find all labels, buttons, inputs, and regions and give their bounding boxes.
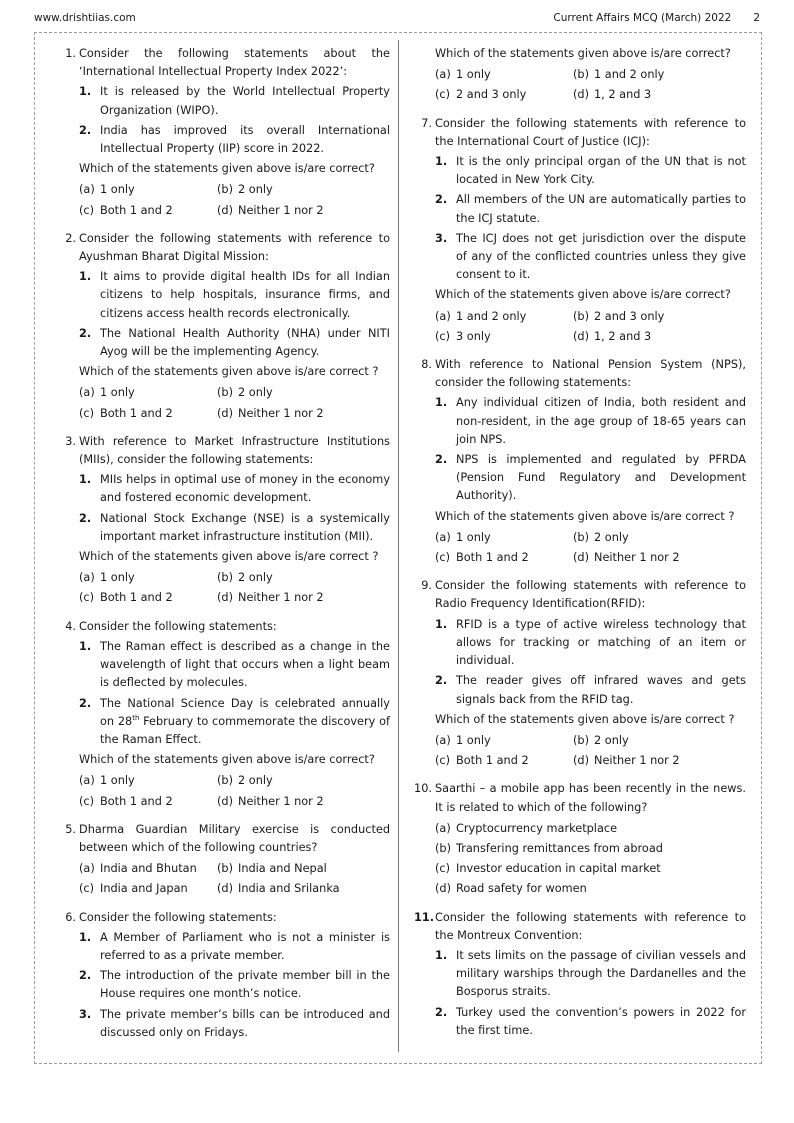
right-column bbox=[414, 45, 746, 1050]
question-text: Consider the following statements about the ‘International Intellectual Property Index 2022’: bbox=[79, 47, 390, 79]
question-number: 10. bbox=[414, 782, 432, 796]
option-c[interactable]: (c) 2 and 3 only bbox=[435, 88, 527, 102]
option-a[interactable]: (a) 1 only bbox=[79, 774, 135, 788]
question-prompt: Which of the statements given above is/are correct? bbox=[435, 47, 731, 60]
option-d[interactable]: (d) Neither 1 nor 2 bbox=[217, 591, 324, 605]
option-a[interactable]: (a) 1 only bbox=[79, 571, 135, 585]
statement-2: 2. The introduction of the private member bill in the House requires one month’s notice. bbox=[79, 969, 390, 1001]
statement-1: 1. Any individual citizen of India, both resident and non-resident, in the age group of 18-65 years can join NPS. bbox=[435, 396, 746, 446]
statement-2: 2. India has improved its overall International Intellectual Property (IIP) score in 2022. bbox=[79, 123, 390, 156]
question-text: With reference to Market Infrastructure Institutions (MIIs), consider the following statements: bbox=[79, 434, 390, 467]
page-number: 2 bbox=[753, 12, 760, 24]
option-c[interactable]: (c) 3 only bbox=[435, 329, 491, 343]
question-2 bbox=[58, 230, 390, 423]
option-d[interactable]: (d) 1, 2 and 3 bbox=[573, 88, 652, 102]
option-b[interactable]: (b) 2 only bbox=[217, 571, 273, 585]
option-b[interactable]: (b) 2 only bbox=[217, 386, 273, 400]
option-c[interactable]: (c) Both 1 and 2 bbox=[79, 794, 173, 808]
option-a[interactable]: (a) 1 only bbox=[79, 183, 135, 197]
statement-1: 1. The Raman effect is described as a change in the wavelength of light that occurs when a light beam is deflected by molecules. bbox=[79, 639, 390, 690]
option-b[interactable]: (b) India and Nepal bbox=[217, 862, 327, 876]
question-text: Consider the following statements with reference to the Montreux Convention: bbox=[435, 910, 746, 942]
header-title-group bbox=[553, 12, 760, 24]
answer-options bbox=[435, 308, 746, 346]
statement-2: 2. The National Health Authority (NHA) under NITI Ayog will be the implementing Agency. bbox=[79, 326, 390, 359]
option-a[interactable]: (a) 1 only bbox=[435, 530, 491, 544]
document-title: Current Affairs MCQ (March) 2022 bbox=[553, 12, 732, 24]
option-a[interactable]: (a) 1 and 2 only bbox=[435, 309, 527, 323]
statement-2: 2. The reader gives off infrared waves and gets signals back from the RFID tag. bbox=[435, 674, 746, 706]
question-11 bbox=[414, 909, 746, 1040]
question-number: 11. bbox=[414, 910, 435, 924]
option-b[interactable]: (b) 1 and 2 only bbox=[573, 68, 665, 82]
statement-2: 2. Turkey used the convention’s powers in 2022 for the first time. bbox=[435, 1005, 746, 1037]
question-text: With reference to National Pension System (NPS), consider the following statements: bbox=[435, 358, 746, 390]
option-d[interactable]: (d) Neither 1 nor 2 bbox=[217, 794, 324, 808]
option-a[interactable]: (a) Cryptocurrency marketplace bbox=[435, 821, 618, 835]
option-d[interactable]: (d) Road safety for women bbox=[435, 882, 587, 896]
question-text: Consider the following statements with reference to the International Court of Justice (ICJ): bbox=[435, 116, 746, 148]
option-a[interactable]: (a) 1 only bbox=[79, 386, 135, 400]
statement-3: 3. The ICJ does not get jurisdiction over the dispute of any of the conflicted countries unless they give consent to it. bbox=[435, 231, 746, 282]
answer-options bbox=[435, 820, 746, 899]
option-d[interactable]: (d) India and Srilanka bbox=[217, 882, 340, 896]
question-text: Consider the following statements with reference to Ayushman Bharat Digital Mission: bbox=[79, 231, 390, 264]
question-5 bbox=[58, 821, 390, 899]
option-b[interactable]: (b) 2 only bbox=[217, 183, 273, 197]
question-text: Consider the following statements: bbox=[79, 619, 277, 633]
question-text: Consider the following statements: bbox=[79, 910, 277, 924]
question-10 bbox=[414, 780, 746, 898]
answer-options bbox=[79, 860, 390, 898]
option-c[interactable]: (c) Both 1 and 2 bbox=[435, 551, 529, 565]
statement-2: 2. NPS is implemented and regulated by PFRDA (Pension Fund Regulatory and Development Authority). bbox=[435, 453, 746, 503]
question-number: 8. bbox=[421, 358, 432, 372]
statement-1: 1. A Member of Parliament who is not a minister is referred to as a private member. bbox=[79, 930, 390, 962]
question-7 bbox=[414, 115, 746, 346]
statement-1: 1. It is the only principal organ of the UN that is not located in New York City. bbox=[435, 155, 746, 187]
question-prompt: Which of the statements given above is/are correct ? bbox=[79, 550, 379, 564]
question-1 bbox=[58, 45, 390, 220]
answer-options bbox=[435, 66, 746, 104]
answer-options bbox=[79, 181, 390, 219]
option-d[interactable]: (d) Neither 1 nor 2 bbox=[217, 406, 324, 420]
question-6-continued bbox=[414, 45, 746, 105]
question-number: 1. bbox=[65, 47, 76, 60]
question-number: 6. bbox=[65, 910, 76, 924]
answer-options bbox=[435, 732, 746, 770]
question-prompt: Which of the statements given above is/are correct ? bbox=[79, 365, 379, 379]
option-b[interactable]: (b) 2 and 3 only bbox=[573, 309, 665, 323]
option-c[interactable]: (c) Both 1 and 2 bbox=[79, 591, 173, 605]
question-prompt: Which of the statements given above is/are correct? bbox=[79, 753, 375, 767]
statement-1: 1. It aims to provide digital health IDs for all Indian citizens to help hospitals, insurance firms, and citizens access health records electronically. bbox=[79, 270, 390, 320]
option-c[interactable]: (c) Both 1 and 2 bbox=[435, 754, 529, 768]
option-b[interactable]: (b) 2 only bbox=[573, 530, 629, 544]
answer-options bbox=[79, 384, 390, 422]
option-d[interactable]: (d) Neither 1 nor 2 bbox=[573, 754, 680, 768]
option-c[interactable]: (c) Both 1 and 2 bbox=[79, 203, 173, 217]
question-number: 7. bbox=[421, 116, 432, 130]
question-text: Saarthi – a mobile app has been recently in the news. It is related to which of the following? bbox=[435, 782, 746, 814]
statement-1: 1. RFID is a type of active wireless technology that allows for tracking or matching of an item or individual. bbox=[435, 617, 746, 668]
question-number: 3. bbox=[65, 434, 76, 448]
question-prompt: Which of the statements given above is/are correct? bbox=[79, 162, 375, 176]
statement-2: 2. National Stock Exchange (NSE) is a systemically important market infrastructure institution (MII). bbox=[79, 511, 390, 543]
left-column bbox=[58, 45, 390, 1052]
site-url: www.drishtiias.com bbox=[34, 12, 136, 24]
option-c[interactable]: (c) Investor education in capital market bbox=[435, 862, 661, 876]
question-text: Dharma Guardian Military exercise is conducted between which of the following countries? bbox=[79, 822, 390, 854]
answer-options bbox=[79, 569, 390, 607]
question-number: 2. bbox=[65, 231, 76, 245]
statement-1: 1. It is released by the World Intellectual Property Organization (WIPO). bbox=[79, 85, 390, 117]
answer-options bbox=[79, 772, 390, 810]
option-b[interactable]: (b) Transfering remittances from abroad bbox=[435, 841, 663, 855]
question-number: 9. bbox=[421, 579, 432, 593]
statement-2: 2. All members of the UN are automatically parties to the ICJ statute. bbox=[435, 193, 746, 225]
statement-2: 2. The National Science Day is celebrated annually on 28th February to commemorate the discovery of the Raman Effect. bbox=[79, 696, 390, 746]
question-number: 5. bbox=[65, 822, 76, 836]
option-b[interactable]: (b) 2 only bbox=[573, 733, 629, 747]
answer-options bbox=[435, 529, 746, 567]
question-3 bbox=[58, 433, 390, 608]
page-header bbox=[34, 12, 760, 28]
option-c[interactable]: (c) India and Japan bbox=[79, 882, 188, 896]
question-6 bbox=[58, 909, 390, 1042]
option-a[interactable]: (a) 1 only bbox=[435, 733, 491, 747]
option-d[interactable]: (d) Neither 1 nor 2 bbox=[573, 551, 680, 565]
option-d[interactable]: (d) 1, 2 and 3 bbox=[573, 329, 652, 343]
statement-1: 1. It sets limits on the passage of civilian vessels and military warships through the Dardanelles and the Bosporus straits. bbox=[435, 948, 746, 999]
option-a[interactable]: (a) India and Bhutan bbox=[79, 862, 197, 876]
question-number: 4. bbox=[65, 619, 76, 633]
question-text: Consider the following statements with reference to Radio Frequency Identification(RFID): bbox=[435, 579, 746, 611]
statement-3: 3. The private member’s bills can be introduced and discussed only on Fridays. bbox=[79, 1007, 390, 1039]
question-prompt: Which of the statements given above is/are correct ? bbox=[435, 509, 735, 523]
question-4 bbox=[58, 618, 390, 811]
question-prompt: Which of the statements given above is/are correct? bbox=[435, 288, 731, 302]
option-d[interactable]: (d) Neither 1 nor 2 bbox=[217, 203, 324, 217]
question-9 bbox=[414, 577, 746, 770]
question-8 bbox=[414, 356, 746, 567]
question-prompt: Which of the statements given above is/are correct ? bbox=[435, 712, 735, 726]
column-divider bbox=[398, 40, 399, 1052]
option-b[interactable]: (b) 2 only bbox=[217, 774, 273, 788]
option-a[interactable]: (a) 1 only bbox=[435, 68, 491, 82]
statement-1: 1. MIIs helps in optimal use of money in the economy and fostered economic development. bbox=[79, 473, 390, 505]
option-c[interactable]: (c) Both 1 and 2 bbox=[79, 406, 173, 420]
